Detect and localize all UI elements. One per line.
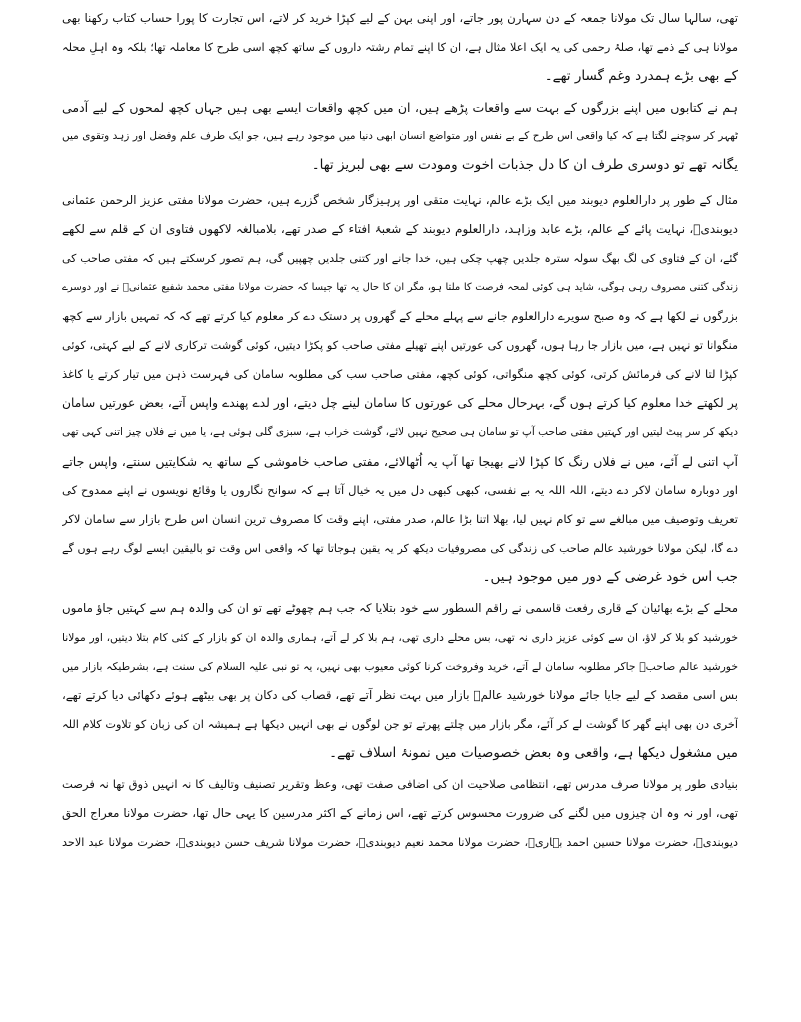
text-line: محلے کے بڑے بھائیان کے قاری رفعت قاسمی نے راقم السطور سے خود بتلایا کہ جب ہم چھوٹے تھے تو ان کی والدہ ہم سے کہتیں جاؤ ماموں (62, 601, 738, 615)
text-line: آپ اتنی لے آئے، میں نے فلاں رنگ کا کپڑا لانے بھیجا تھا آپ یہ اُٹھالائے، مفتی صاحب خاموشی کے ساتھ یہ شکایتیں سنتے، واپس جاتے (62, 454, 738, 469)
text-line: جب اس خود غرضی کے دور میں موجود ہیں۔ (482, 569, 738, 585)
text-line: پر لکھتے خدا معلوم کیا کرتے ہوں گے، بہرحال محلے کی عورتوں کا سامان لینے چل دیتے، اور لدے پھندے واپس آتے، بعض عورتیں سامان (62, 396, 738, 410)
text-line: مولانا ہی کے ذمے تھا، صلۂ رحمی کی یہ ایک اعلا مثال ہے، ان کا اپنے تمام رشتہ داروں کے ساتھ کچھ اسی طرح کا معاملہ تھا؛ بلکہ وہ اہلِ محلہ (62, 41, 738, 54)
document-page (62, 4, 738, 1018)
text-line: بنیادی طور پر مولانا صرف مدرس تھے، انتظامی صلاحیت ان کی اضافی صفت تھی، وعظ وتقریر تصنیف وتالیف کا نہ انہیں ذوق تھا نہ فرصت (62, 777, 738, 791)
text-line: بس اسی مقصد کے لیے جایا جائے مولانا خورشید عالمؒ بازار میں بہت نظر آتے تھے، قصاب کی دکان پر بھی بیٹھے ہوئے دکھائی دیا کرتے تھے، (62, 688, 738, 702)
text-line: اور دوبارہ سامان لاکر دے دیتے، اللہ اللہ یہ بے نفسی، کبھی کبھی دل میں یہ خیال آتا ہے کہ سوانح نگاروں یا وقائع نویسوں نے اپنے ممدوح کی (62, 483, 738, 497)
paragraph (62, 770, 738, 857)
text-line: ہم نے کتابوں میں اپنے بزرگوں کے بہت سے واقعات پڑھے ہیں، ان میں کچھ واقعات ایسے بھی ہیں جہاں کچھ لمحوں کے لیے آدمی (62, 100, 738, 115)
paragraph (62, 186, 738, 592)
text-line: تھی، اور نہ وہ ان چیزوں میں لگنے کی ضرورت محسوس کرتے تھے، اس زمانے کے اکثر مدرسین کا یہی حال تھا، حضرت مولانا معراج الحق (62, 806, 738, 820)
text-line: تعریف وتوصیف میں مبالغے سے تو کام نہیں لیا، بھلا اتنا بڑا عالم، صدر مفتی، اپنے وقت کا مصروف ترین انسان اس طرح بازار سے سامان لاکر (62, 512, 738, 526)
text-line: خورشید کو بلا کر لاؤ، ان سے کوئی عزیز داری نہ تھی، بس محلے داری تھی، ہم بلا کر لے آتے، ہماری والدہ ان کو بازار کے کئی کام بتلا دیتیں، اور مولانا (62, 631, 738, 644)
text-line: ٹھہر کر سوچنے لگتا ہے کہ کیا واقعی اس طرح کے بے نفس اور متواضع انسان ابھی دنیا میں موجود رہے ہیں، جو ایک طرف علم وفضل اور زہد وتقوی میں (62, 130, 738, 142)
text-line: گئے، ان کے فتاوی کی لگ بھگ سولہ سترہ جلدیں چھپ چکی ہیں، خدا جانے اور کتنی جلدیں چھپیں گی، ہم تصور کرسکتے ہیں کہ مفتی صاحب کی (62, 252, 738, 265)
text-line: مثال کے طور پر دارالعلوم دیوبند میں ایک بڑے عالم، نہایت متقی اور پرہیزگار شخص گزرے ہیں، حضرت مولانا مفتی عزیز الرحمن عثمانی (62, 193, 738, 207)
paragraph (62, 93, 738, 180)
text-line: دیوبندیؒ، نہایت پائے کے عالم، بڑے عابد وزاہد، دارالعلوم دیوبند کے شعبۂ افتاء کے صدر تھے، بلامبالغہ لاکھوں فتاوی ان کے قلم سے لکھے (62, 222, 738, 236)
text-line: بزرگوں نے لکھا ہے کہ وہ صبح سویرے دارالعلوم جانے سے پہلے محلے کے گھروں پر دستک دے کر معلوم کیا کرتے تھے کہ کہ تمہیں بازار سے کچھ (62, 309, 738, 323)
text-line: کپڑا لتا لانے کی فرمائش کرتی، کوئی کچھ منگواتی، کوئی کچھ، مفتی صاحب سب کی مطلوبہ سامان کی فہرست ذہن میں تیار کرتے یا کاغذ (62, 367, 738, 381)
text-line: تھی، سالہا سال تک مولانا جمعہ کے دن سہارن پور جاتے، اور اپنی بہن کے لیے کپڑا خرید کر لاتے، اس تجارت کا پورا حساب کتاب رکھنا بھی (62, 11, 738, 25)
text-line: دیکھ کر سر پیٹ لیتیں اور کہتیں مفتی صاحب آپ تو سامان ہی صحیح نہیں لائے، گوشت خراب ہے، سبزی گلی ہوئی ہے، یا میں نے فلاں چیز اتنی کہی تھی (62, 426, 738, 438)
text-line: یگانہ تھے تو دوسری طرف ان کا دل جذبات اخوت ومودت سے بھی لبریز تھا۔ (311, 157, 738, 173)
text-line: زندگی کتنی مصروف رہی ہوگی، شاید ہی کوئی لمحہ فرصت کا ملتا ہو، مگر ان کا حال یہ تھا جیسا کہ حضرت مولانا مفتی محمد شفیع عثمانیؒ نے اور دوسرے (62, 282, 738, 293)
text-line: آخری دن بھی اپنے گھر کا گوشت لے کر آئے، مگر بازار میں چلتے پھرتے تو جن لوگوں نے بھی انہیں دیکھا ہے ہمیشہ ان کی زبان کو تلاوت کلام اللہ (62, 718, 738, 731)
text-line: کے بھی بڑے ہمدرد وغم گسار تھے۔ (544, 68, 738, 84)
text-line: دے گا، لیکن مولانا خورشید عالم صاحب کی زندگی کی مصروفیات دیکھ کر یہ یقین ہوجاتا تھا کہ واقعی اس وقت تو بالیقین ایسے لوگ رہے ہوں گے (62, 542, 738, 555)
text-line: منگوانا تو نہیں ہے، میں بازار جا رہا ہوں، گھروں کی عورتیں اپنے تھیلے مفتی صاحب کو پکڑا دیتیں، کوئی گوشت ترکاری لانے کے لیے کہتی، کوئی (62, 339, 738, 352)
text-line: میں مشغول دیکھا ہے، واقعی وہ بعض خصوصیات میں نمونۂ اسلاف تھے۔ (329, 745, 738, 761)
text-line: خورشید عالم صاحبؒ جاکر مطلوبہ سامان لے آتے، خرید وفروخت کرنا کوئی معیوب بھی نہیں، یہ تو نبی علیہ السلام کی سنت ہے، بشرطیکہ بازار میں (62, 660, 738, 673)
text-line: دیوبندیؒ، حضرت مولانا حسین احمد بہاریؒ، حضرت مولانا محمد نعیم دیوبندیؒ، حضرت مولانا شریف حسن دیوبندیؒ، حضرت مولانا عبد الاحد (62, 836, 738, 849)
paragraph (62, 594, 738, 768)
paragraph (62, 4, 738, 91)
